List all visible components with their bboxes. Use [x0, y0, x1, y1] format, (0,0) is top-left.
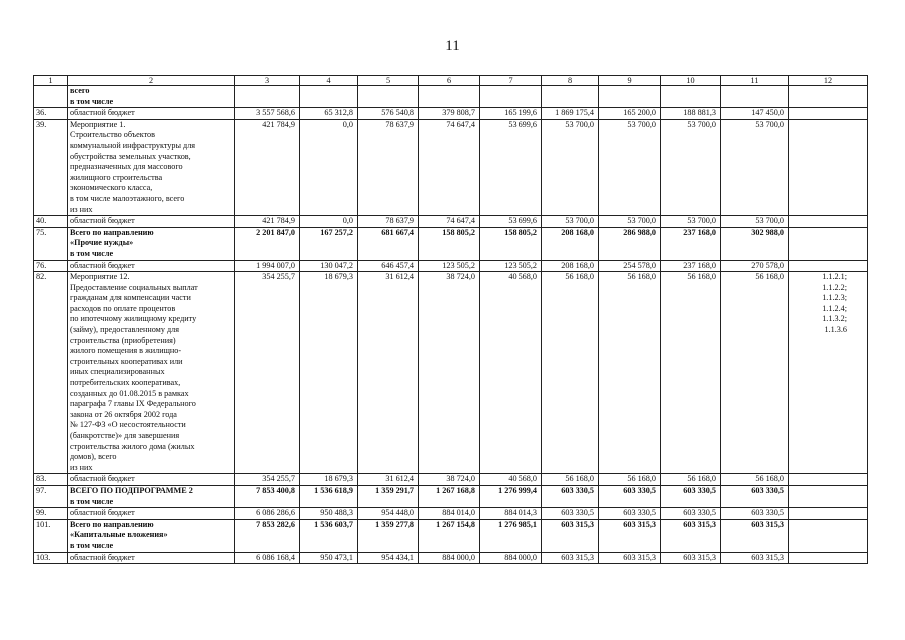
page-number: 11	[445, 38, 460, 54]
value-cell: 884 014,3	[480, 508, 542, 520]
value-cell: 1 267 154,8	[419, 519, 480, 552]
row-number: 40.	[34, 216, 68, 228]
value-cell: 6 086 286,6	[235, 508, 300, 520]
description-line: обустройства земельных участков,	[70, 151, 191, 161]
value-cell: 40 568,0	[480, 474, 542, 486]
value-cell: 603 330,5	[721, 485, 789, 507]
row-description	[68, 474, 235, 486]
description-line: потребительских кооперативах,	[70, 378, 181, 388]
description-line: Мероприятие 1.	[70, 119, 126, 129]
value-cell: 123 505,2	[419, 260, 480, 272]
value-cell: 603 315,3	[661, 552, 721, 564]
value-cell: 603 315,3	[661, 519, 721, 552]
value-cell: 53 699,6	[480, 119, 542, 215]
table-row	[34, 519, 868, 552]
row-number	[34, 86, 68, 108]
note-line: 1.1.2.4;	[822, 303, 847, 313]
value-cell: 1 994 007,0	[235, 260, 300, 272]
value-cell: 421 784,9	[235, 119, 300, 215]
description-line: Мероприятие 12.	[70, 272, 130, 282]
value-cell: 123 505,2	[480, 260, 542, 272]
row-description	[68, 119, 235, 215]
note-line: 1.1.2.2;	[822, 282, 847, 292]
description-line: параграфа 7 главы IX Федерального	[70, 399, 196, 409]
value-cell: 603 315,3	[721, 552, 789, 564]
row-description	[68, 108, 235, 120]
value-cell: 954 434,1	[358, 552, 419, 564]
description-line: в том числе малоэтажного, всего	[70, 193, 185, 203]
row-description	[68, 552, 235, 564]
value-cell: 53 699,6	[480, 216, 542, 228]
description-line: (банкротстве)» для завершения	[70, 431, 180, 440]
value-cell: 38 724,0	[419, 474, 480, 486]
description-line: строительства (приобретения)	[70, 335, 176, 345]
description-line: ВСЕГО ПО ПОДПРОГРАММЕ 2	[70, 485, 193, 495]
header-cell: 11	[721, 76, 789, 86]
value-cell: 18 679,3	[300, 272, 358, 474]
value-cell: 53 700,0	[599, 119, 661, 215]
value-cell: 56 168,0	[542, 272, 599, 474]
value-cell: 56 168,0	[721, 474, 789, 486]
table-row	[34, 119, 868, 215]
value-cell: 884 000,0	[480, 552, 542, 564]
description-line: из них	[70, 462, 93, 472]
value-cell: 950 473,1	[300, 552, 358, 564]
description-line: строительства жилого дома (жилых	[70, 441, 195, 451]
description-line: областной бюджет	[70, 260, 135, 270]
description-line: Строительство объектов	[70, 130, 156, 140]
header-cell: 6	[419, 76, 480, 86]
note-cell	[789, 519, 868, 552]
description-line: по ипотечному жилищному кредиту	[70, 314, 197, 324]
value-cell	[599, 86, 661, 108]
value-cell: 31 612,4	[358, 474, 419, 486]
value-cell: 56 168,0	[542, 474, 599, 486]
value-cell: 18 679,3	[300, 474, 358, 486]
row-description	[68, 485, 235, 507]
description-line: коммунальной инфраструктуры для	[70, 140, 196, 150]
description-line: «Капитальные вложения»	[70, 530, 168, 540]
value-cell: 354 255,7	[235, 474, 300, 486]
row-description	[68, 508, 235, 520]
row-number: 97.	[34, 485, 68, 507]
description-line: в том числе	[70, 496, 114, 506]
value-cell: 237 168,0	[661, 260, 721, 272]
value-cell: 158 805,2	[419, 227, 480, 260]
note-cell	[789, 272, 868, 474]
value-cell: 421 784,9	[235, 216, 300, 228]
description-line: созданных до 01.08.2015 в рамках	[70, 388, 189, 398]
row-number: 82.	[34, 272, 68, 474]
row-description	[68, 272, 235, 474]
value-cell: 603 330,5	[661, 485, 721, 507]
value-cell: 603 330,5	[599, 485, 661, 507]
value-cell: 884 000,0	[419, 552, 480, 564]
description-line: строительных кооперативах или	[70, 356, 183, 366]
value-cell: 354 255,7	[235, 272, 300, 474]
header-cell: 9	[599, 76, 661, 86]
description-line: экономического класса,	[70, 183, 153, 193]
value-cell: 286 988,0	[599, 227, 661, 260]
note-cell	[789, 119, 868, 215]
value-cell: 603 315,3	[721, 519, 789, 552]
row-number: 75.	[34, 227, 68, 260]
value-cell: 681 667,4	[358, 227, 419, 260]
value-cell: 74 647,4	[419, 119, 480, 215]
row-number: 39.	[34, 119, 68, 215]
table-row	[34, 216, 868, 228]
description-line: в том числе	[70, 96, 114, 106]
value-cell: 165 200,0	[599, 108, 661, 120]
row-number: 83.	[34, 474, 68, 486]
value-cell: 38 724,0	[419, 272, 480, 474]
value-cell: 954 448,0	[358, 508, 419, 520]
value-cell: 254 578,0	[599, 260, 661, 272]
row-number: 101.	[34, 519, 68, 552]
description-line: Всего по направлению	[70, 227, 154, 237]
description-line: (займу), предоставленному для	[70, 325, 179, 335]
value-cell: 53 700,0	[661, 216, 721, 228]
table-row	[34, 227, 868, 260]
value-cell: 147 450,0	[721, 108, 789, 120]
description-line: домов), всего	[70, 452, 117, 462]
description-line: предназначенных для массового	[70, 162, 183, 172]
value-cell	[358, 86, 419, 108]
description-line: в том числе	[70, 248, 114, 258]
header-cell: 5	[358, 76, 419, 86]
value-cell	[235, 86, 300, 108]
row-number: 36.	[34, 108, 68, 120]
value-cell	[721, 86, 789, 108]
description-line: жилищного строительства	[70, 172, 163, 182]
row-description	[68, 260, 235, 272]
description-line: иных специализированных	[70, 367, 165, 377]
value-cell: 31 612,4	[358, 272, 419, 474]
value-cell	[480, 86, 542, 108]
note-cell	[789, 227, 868, 260]
value-cell: 56 168,0	[721, 272, 789, 474]
header-cell: 8	[542, 76, 599, 86]
value-cell: 2 201 847,0	[235, 227, 300, 260]
note-cell	[789, 216, 868, 228]
value-cell: 167 257,2	[300, 227, 358, 260]
note-line: 1.1.2.3;	[822, 293, 847, 303]
row-number: 76.	[34, 260, 68, 272]
header-cell: 3	[235, 76, 300, 86]
note-cell	[789, 260, 868, 272]
header-cell: 1	[34, 76, 68, 86]
value-cell: 208 168,0	[542, 227, 599, 260]
note-cell	[789, 485, 868, 507]
value-cell: 1 359 277,8	[358, 519, 419, 552]
description-line: всего	[70, 86, 90, 95]
note-cell	[789, 508, 868, 520]
header-cell: 4	[300, 76, 358, 86]
header-row	[34, 76, 868, 86]
value-cell: 130 047,2	[300, 260, 358, 272]
value-cell: 646 457,4	[358, 260, 419, 272]
value-cell: 188 881,3	[661, 108, 721, 120]
table-row	[34, 108, 868, 120]
description-line: областной бюджет	[70, 216, 135, 226]
description-line: областной бюджет	[70, 508, 135, 518]
table-row	[34, 86, 868, 108]
description-line: Всего по направлению	[70, 519, 154, 529]
row-description	[68, 519, 235, 552]
value-cell	[300, 86, 358, 108]
table-row	[34, 474, 868, 486]
row-description	[68, 227, 235, 260]
header-cell: 12	[789, 76, 868, 86]
value-cell: 1 536 603,7	[300, 519, 358, 552]
value-cell: 7 853 282,6	[235, 519, 300, 552]
value-cell: 603 315,3	[599, 519, 661, 552]
note-line: 1.1.3.2;	[822, 314, 847, 324]
value-cell: 603 330,5	[542, 485, 599, 507]
table-row	[34, 260, 868, 272]
row-description	[68, 86, 235, 108]
value-cell: 1 267 168,8	[419, 485, 480, 507]
value-cell: 237 168,0	[661, 227, 721, 260]
value-cell: 78 637,9	[358, 119, 419, 215]
row-number: 103.	[34, 552, 68, 564]
note-line: 1.1.3.6	[824, 325, 847, 335]
value-cell: 1 869 175,4	[542, 108, 599, 120]
row-description	[68, 216, 235, 228]
description-line: Предоставление социальных выплат	[70, 282, 198, 292]
table-row	[34, 485, 868, 507]
description-line: расходов по оплате процентов	[70, 303, 176, 313]
value-cell: 56 168,0	[661, 474, 721, 486]
description-line: «Прочие нужды»	[70, 238, 134, 248]
value-cell: 603 330,5	[661, 508, 721, 520]
value-cell: 0,0	[300, 119, 358, 215]
description-line: жилого помещения в жилищно-	[70, 346, 182, 356]
value-cell: 603 330,5	[599, 508, 661, 520]
value-cell: 208 168,0	[542, 260, 599, 272]
value-cell: 78 637,9	[358, 216, 419, 228]
value-cell: 603 330,5	[542, 508, 599, 520]
note-cell	[789, 552, 868, 564]
value-cell: 950 488,3	[300, 508, 358, 520]
note-cell	[789, 86, 868, 108]
value-cell: 0,0	[300, 216, 358, 228]
value-cell: 40 568,0	[480, 272, 542, 474]
value-cell: 56 168,0	[661, 272, 721, 474]
budget-table	[33, 75, 868, 564]
table-row	[34, 552, 868, 564]
value-cell: 53 700,0	[661, 119, 721, 215]
value-cell: 3 557 568,6	[235, 108, 300, 120]
header-cell: 2	[68, 76, 235, 86]
value-cell: 6 086 168,4	[235, 552, 300, 564]
value-cell	[661, 86, 721, 108]
value-cell: 53 700,0	[599, 216, 661, 228]
table-row	[34, 508, 868, 520]
description-line: в том числе	[70, 540, 114, 550]
value-cell: 158 805,2	[480, 227, 542, 260]
value-cell: 603 315,3	[599, 552, 661, 564]
value-cell: 53 700,0	[721, 119, 789, 215]
note-line: 1.1.2.1;	[822, 272, 847, 282]
value-cell	[542, 86, 599, 108]
value-cell: 603 315,3	[542, 552, 599, 564]
value-cell: 302 988,0	[721, 227, 789, 260]
value-cell: 379 808,7	[419, 108, 480, 120]
value-cell: 1 536 618,9	[300, 485, 358, 507]
header-cell: 7	[480, 76, 542, 86]
note-cell	[789, 474, 868, 486]
description-line: гражданам для компенсации части	[70, 293, 191, 303]
value-cell: 165 199,6	[480, 108, 542, 120]
value-cell: 65 312,8	[300, 108, 358, 120]
table-row	[34, 272, 868, 474]
value-cell: 603 315,3	[542, 519, 599, 552]
value-cell: 7 853 400,8	[235, 485, 300, 507]
value-cell: 270 578,0	[721, 260, 789, 272]
value-cell: 1 359 291,7	[358, 485, 419, 507]
value-cell: 53 700,0	[542, 216, 599, 228]
value-cell: 56 168,0	[599, 272, 661, 474]
value-cell: 1 276 985,1	[480, 519, 542, 552]
value-cell: 603 330,5	[721, 508, 789, 520]
row-number: 99.	[34, 508, 68, 520]
value-cell: 53 700,0	[542, 119, 599, 215]
description-line: из них	[70, 204, 93, 214]
description-line: областной бюджет	[70, 552, 135, 562]
value-cell: 74 647,4	[419, 216, 480, 228]
value-cell: 576 540,8	[358, 108, 419, 120]
header-cell: 10	[661, 76, 721, 86]
description-line: областной бюджет	[70, 474, 135, 484]
description-line: № 127-ФЗ «О несостоятельности	[70, 420, 186, 430]
description-line: закона от 26 октября 2002 года	[70, 409, 177, 419]
value-cell: 1 276 999,4	[480, 485, 542, 507]
value-cell: 884 014,0	[419, 508, 480, 520]
value-cell: 56 168,0	[599, 474, 661, 486]
value-cell	[419, 86, 480, 108]
description-line: областной бюджет	[70, 108, 135, 118]
value-cell: 53 700,0	[721, 216, 789, 228]
note-cell	[789, 108, 868, 120]
